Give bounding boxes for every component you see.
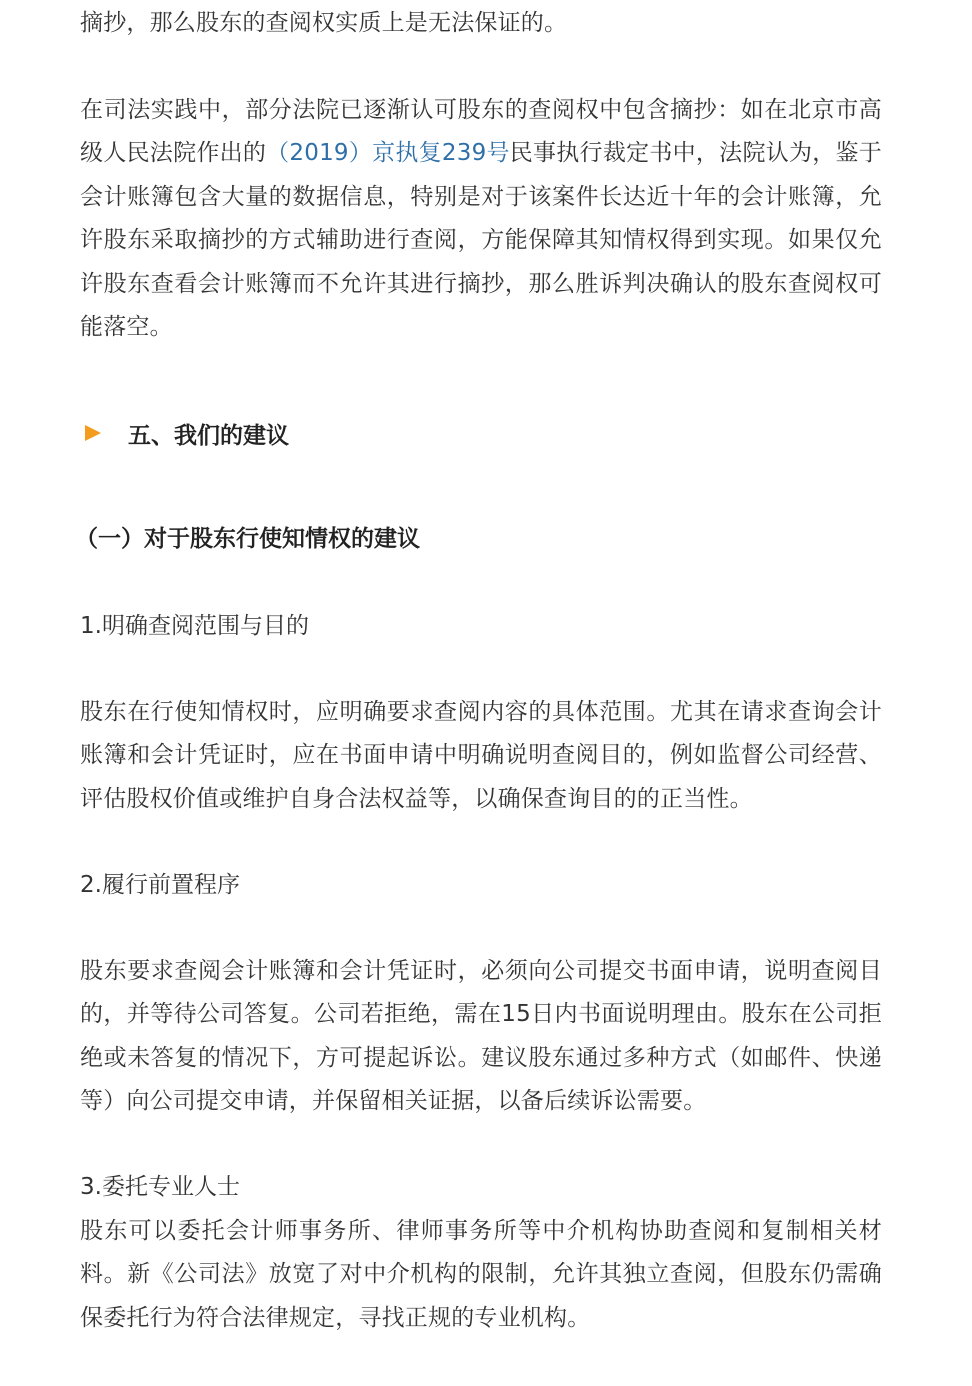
item1-title: 1.明确查阅范围与目的 xyxy=(80,613,309,639)
paragraph-court-practice xyxy=(80,89,882,349)
court-text-after: 民事执行裁定书中，法院认为，鉴于会计账簿包含大量的数据信息，特别是对于该案件长达近十年的会计账簿，允许股东采取摘抄的方式辅助进行查阅，方能保障其知情权得到实现。如果仅允许股东查看会计账簿而不允许其进行摘抄，那么胜诉判决确认的股东查阅权可能落空。 xyxy=(80,140,882,341)
item3-title: 3.委托专业人士 xyxy=(80,1174,240,1200)
section-heading xyxy=(80,413,289,453)
court-text-before: 在司法实践中，部分法院已逐渐认可股东的查阅权中包含摘抄：如在北京市高级人民法院作出的 xyxy=(80,97,882,167)
subsection-heading: （一）对于股东行使知情权的建议 xyxy=(75,526,420,552)
item2-body: 股东要求查阅会计账簿和会计凭证时，必须向公司提交书面申请，说明查阅目的，并等待公司答复。公司若拒绝，需在15日内书面说明理由。股东在公司拒绝或未答复的情况下，方可提起诉讼。建议股东通过多种方式（如邮件、快递等）向公司提交申请，并保留相关证据，以备后续诉讼需要。 xyxy=(80,958,882,1115)
item3-body: 股东可以委托会计师事务所、律师事务所等中介机构协助查阅和复制相关材料。新《公司法》放宽了对中介机构的限制，允许其独立查阅，但股东仍需确保委托行为符合法律规定，寻找正规的专业机构。 xyxy=(80,1218,882,1331)
paragraph-top: 摘抄，那么股东的查阅权实质上是无法保证的。 xyxy=(80,10,568,36)
section-heading-text: 五、我们的建议 xyxy=(128,422,289,449)
item2-title: 2.履行前置程序 xyxy=(80,872,240,898)
item1-body: 股东在行使知情权时，应明确要求查阅内容的具体范围。尤其在请求查询会计账簿和会计凭证时，应在书面申请中明确说明查阅目的，例如监督公司经营、评估股权价值或维护自身合法权益等，以确保查询目的的正当性。 xyxy=(80,699,882,812)
triangle-arrow-icon xyxy=(85,425,101,441)
case-number-link[interactable]: （2019）京执复239号 xyxy=(266,140,510,167)
